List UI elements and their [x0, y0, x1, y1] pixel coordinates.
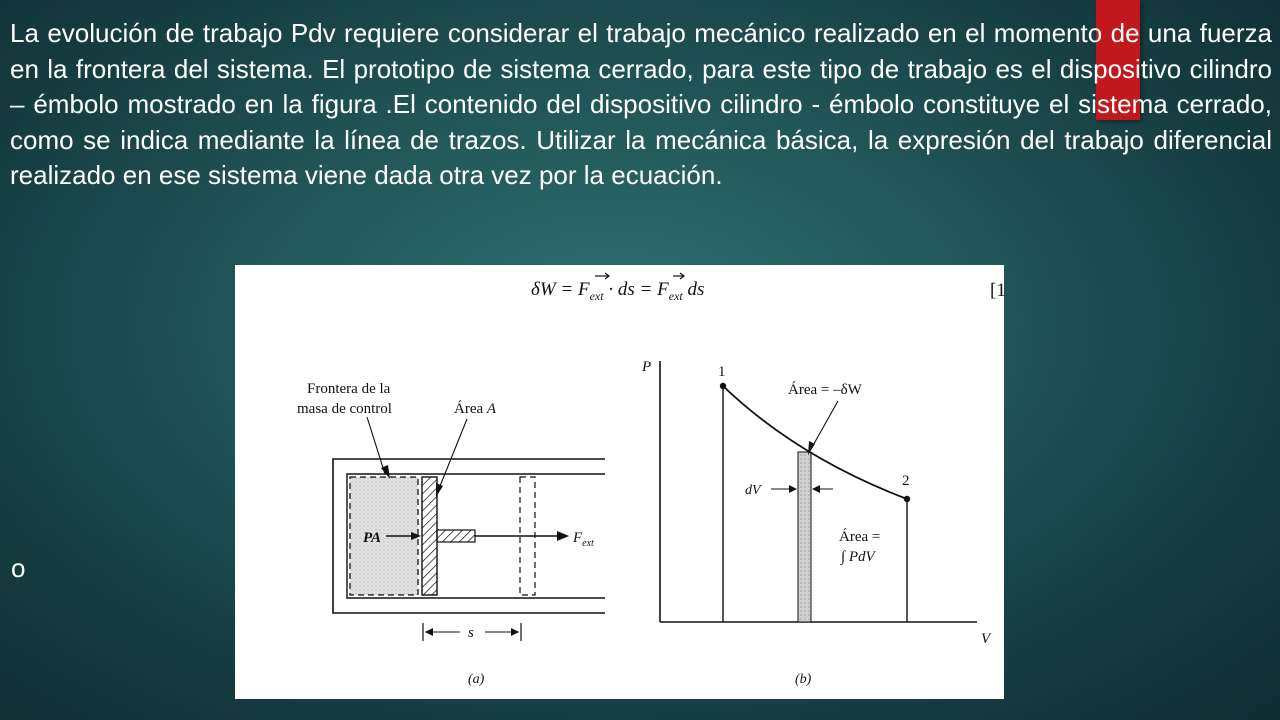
area-integral-label-1: Área =	[839, 529, 881, 545]
area-pointer-arrow-icon	[436, 483, 443, 497]
state-point-1	[720, 383, 726, 389]
equation-lhs: δW =	[531, 279, 578, 300]
area-dw-pointer-line	[811, 401, 838, 449]
p-axis-label: P	[642, 359, 652, 375]
equation-equals: =	[634, 279, 658, 300]
slide-paragraph: La evolución de trabajo Pdv requiere considerar el trabajo mecánico realizado en el momento de una fuerza en la frontera del sistema. El prototipo de sistema cerrado, para este tipo de trabajo es el dispositivo cilindro – émbolo mostrado en la figura .El contenido del dispositivo cilindro - émbolo constituye el sistema cerrado, como se indica mediante la línea de trazos. Utilizar la mecánica básica, la expresión del trabajo diferencial realizado en ese sistema viene dada otra vez por la ecuación.	[10, 18, 1272, 190]
boundary-label-line-2: masa de control	[297, 401, 392, 417]
bullet-marker: o	[11, 553, 26, 583]
area-dw-label: Área = –δW	[788, 382, 862, 398]
caption-a: (a)	[468, 672, 485, 687]
displacement-arrow-right-icon	[511, 628, 519, 636]
displacement-arrow-left-icon	[425, 628, 433, 636]
area-pointer-line	[438, 419, 467, 491]
boundary-pointer-line	[367, 417, 385, 474]
force-arrow-icon	[557, 531, 569, 541]
figure-svg	[235, 265, 1004, 699]
panel-b	[641, 359, 992, 687]
dv-arrow-right-icon	[812, 485, 820, 493]
svg-text:δW = Fext · ds = Fext ds	[531, 279, 704, 303]
piston	[422, 477, 437, 595]
dv-arrow-left-icon	[789, 485, 797, 493]
boundary-label-line-1: Frontera de la	[307, 381, 391, 397]
equation-force-2-sub: ext	[668, 289, 683, 303]
force-label: $F_{ext}$	[573, 530, 594, 549]
dv-strip	[798, 452, 811, 622]
piston-cylinder-figure	[235, 265, 1004, 699]
area-a-label: Área A	[454, 401, 497, 417]
area-integral-label-2: ∫ PdV	[841, 549, 875, 565]
v-axis-label: V	[981, 631, 991, 647]
caption-b: (b)	[795, 672, 812, 687]
equation-force-1-sub: ext	[589, 289, 604, 303]
equation-ds-2: ds	[682, 279, 705, 300]
equation-dot: ·	[603, 279, 618, 300]
state-label-2: 2	[902, 473, 910, 489]
state-label-1: 1	[718, 364, 726, 380]
equation-ds-1: ds	[617, 279, 635, 300]
dv-label: dV	[745, 483, 761, 498]
panel-a	[297, 381, 605, 687]
equation-force-2: F	[657, 279, 669, 300]
work-equation	[531, 273, 1006, 303]
pa-label: PA	[363, 530, 382, 546]
piston-rod	[437, 530, 475, 542]
displacement-label: s	[468, 625, 474, 641]
state-point-2	[904, 496, 910, 502]
equation-number: [1	[990, 280, 1006, 301]
equation-force-1: F	[577, 279, 590, 300]
